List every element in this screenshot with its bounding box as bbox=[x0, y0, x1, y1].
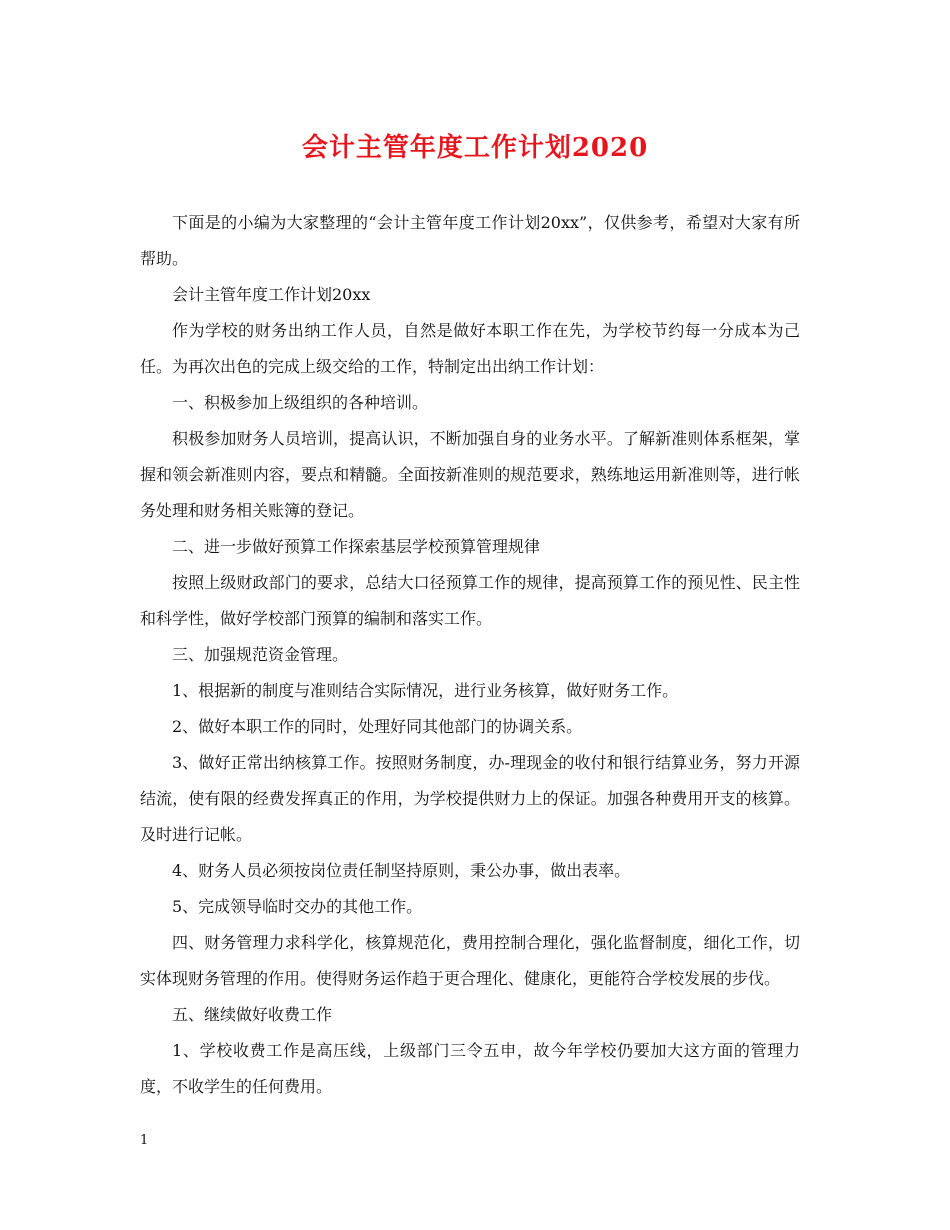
paragraph: 按照上级财政部门的要求，总结大口径预算工作的规律，提高预算工作的预见性、民主性和科学性，做好学校部门预算的编制和落实工作。 bbox=[140, 573, 800, 628]
section-heading: 二、进一步做好预算工作探索基层学校预算管理规律 bbox=[172, 537, 541, 556]
section-heading: 三、加强规范资金管理。 bbox=[172, 645, 349, 664]
paragraph: 会计主管年度工作计划20xx bbox=[172, 285, 371, 304]
list-item: 4、财务人员必须按岗位责任制坚持原则，秉公办事，做出表率。 bbox=[172, 861, 631, 880]
section-heading: 一、积极参加上级组织的各种培训。 bbox=[172, 393, 429, 412]
paragraph: 下面是的小编为大家整理的“会计主管年度工作计划20xx”，仅供参考，希望对大家有所帮助。 bbox=[140, 213, 800, 268]
section-heading: 四、财务管理力求科学化，核算规范化，费用控制合理化，强化监督制度，细化工作，切实体现财务管理的作用。使得财务运作趋于更合理化、健康化，更能符合学校发展的步伐。 bbox=[140, 933, 800, 988]
paragraph: 作为学校的财务出纳工作人员，自然是做好本职工作在先，为学校节约每一分成本为己任。为再次出色的完成上级交给的工作，特制定出出纳工作计划： bbox=[140, 321, 800, 376]
list-item: 5、完成领导临时交办的其他工作。 bbox=[172, 897, 423, 916]
list-item: 1、学校收费工作是高压线，上级部门三令五申，故今年学校仍要加大这方面的管理力度，不收学生的任何费用。 bbox=[140, 1041, 800, 1096]
document-title: 会计主管年度工作计划2020 bbox=[301, 133, 649, 163]
document-body bbox=[140, 205, 800, 1105]
paragraph: 积极参加财务人员培训，提高认识，不断加强自身的业务水平。了解新准则体系框架，掌握和领会新准则内容，要点和精髓。全面按新准则的规范要求，熟练地运用新准则等，进行帐务处理和财务相关账簿的登记。 bbox=[140, 429, 800, 520]
list-item: 1、根据新的制度与准则结合实际情况，进行业务核算，做好财务工作。 bbox=[172, 681, 679, 700]
page-number: 1 bbox=[140, 1133, 149, 1148]
section-heading: 五、继续做好收费工作 bbox=[172, 1005, 333, 1024]
list-item: 2、做好本职工作的同时，处理好同其他部门的协调关系。 bbox=[172, 717, 583, 736]
list-item: 3、做好正常出纳核算工作。按照财务制度，办-理现金的收付和银行结算业务，努力开源结流，使有限的经费发挥真正的作用，为学校提供财力上的保证。加强各种费用开支的核算。及时进行记帐。 bbox=[140, 753, 800, 844]
